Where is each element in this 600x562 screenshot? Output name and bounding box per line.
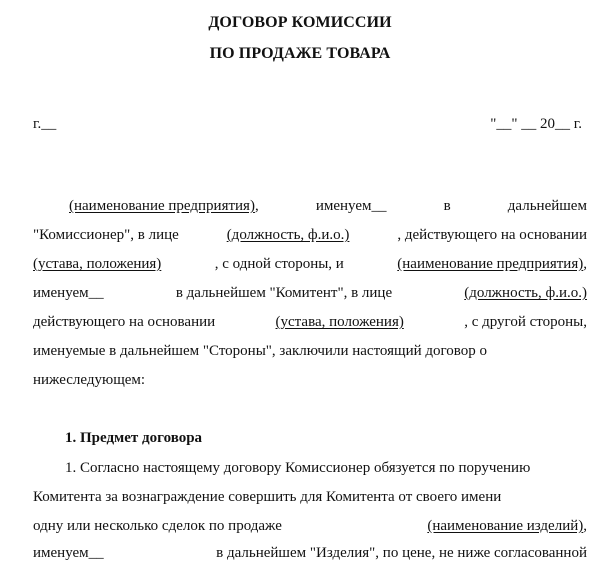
position-name-placeholder-2: (должность, ф.и.о.) [464,285,587,301]
organization-name-placeholder-2: (наименование предприятия) [397,256,584,272]
section1-line-3: одну или несколько сделок по продаже (наименование изделий), [33,518,587,534]
city-placeholder: г.__ [33,116,57,132]
preamble-line-5: действующего на основании (устава, положения) , с другой стороны, [33,314,587,330]
preamble-line-7: нижеследующем: [33,372,146,388]
document-title-line1: ДОГОВОР КОМИССИИ [208,14,392,31]
organization-name-placeholder: (наименование предприятия) [69,198,255,214]
preamble-line-1: (наименование предприятия), именуем__ в дальнейшем [69,198,587,214]
section1-line-4: именуем__ в дальнейшем "Изделия", по цене, не ниже согласованной [33,545,587,561]
preamble-line-4: именуем__ в дальнейшем "Комитент", в лице (должность, ф.и.о.) [33,285,587,301]
section1-line-2: Комитента за вознаграждение совершить для Комитента от своего имени [33,489,502,505]
charter-placeholder: (устава, положения) [33,256,162,272]
section-heading-subject: 1. Предмет договора [65,430,203,446]
preamble-line-3: (устава, положения) , с одной стороны, и (наименование предприятия), [33,256,587,272]
position-name-placeholder: (должность, ф.и.о.) [226,227,350,243]
section1-line-1: 1. Согласно настоящему договору Комиссионер обязуется по поручению [65,460,531,476]
product-name-placeholder: (наименование изделий) [427,518,584,534]
document-title-line2: ПО ПРОДАЖЕ ТОВАРА [209,45,391,62]
preamble-line-6: именуемые в дальнейшем "Стороны", заключили настоящий договор о [33,343,488,359]
date-placeholder: "__" __ 20__ г. [490,116,582,132]
preamble-line-2: "Комиссионер", в лице (должность, ф.и.о.) , действующего на основании [33,227,587,243]
charter-placeholder-2: (устава, положения) [275,314,404,330]
